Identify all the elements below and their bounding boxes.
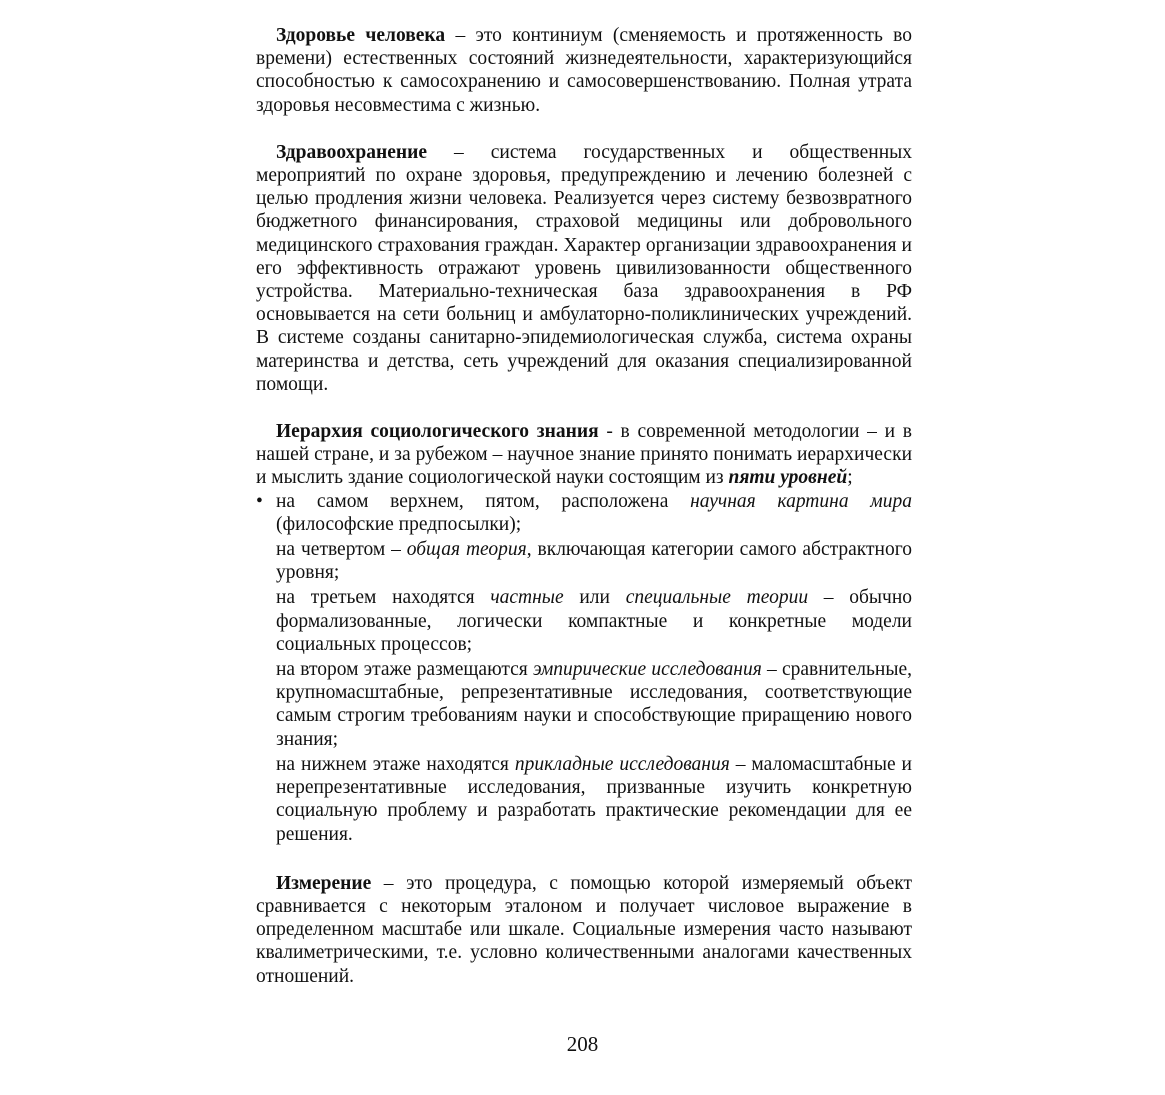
- hierarchy-levels-list: [256, 490, 912, 846]
- term-health: Здоровье человека: [276, 25, 446, 46]
- paragraph-gap: [256, 396, 912, 420]
- definition-hierarchy-intro: - в современной методологии – и в нашей стране, и за рубежом – научное знание принято понимать иерархически и мыслить здание социологической науки состоящим из: [256, 421, 913, 489]
- list-item: на нижнем этаже находятся прикладные исследования – маломасштабные и нерепрезентативные исследования, призванные изучить конкретную социальную проблему и разработать практические рекомендации для ее решения.: [276, 753, 912, 845]
- list-item: на четвертом – общая теория, включающая категории самого абстрактного уровня;: [276, 539, 912, 584]
- paragraph-gap: [256, 117, 912, 141]
- entry-measurement: [256, 872, 912, 988]
- definition-healthcare: – система государственных и общественных мероприятий по охране здоровья, предупреждению и лечению болезней с целью продления жизни человека. Реализуется через систему безвозвратного бюджетного финансирования, страховой медицины или добровольного медицинского страхования граждан. Характер организации здравоохранения и его эффективность отражают уровень цивилизованности общественного устройства. Материально-техническая база здравоохранения в РФ основывается на сети больниц и амбулаторно-поликлинических учреждений. В системе созданы санитарно-эпидемиологическая служба, система охраны материнства и детства, сеть учреждений для оказания специализированной помощи.: [256, 141, 912, 395]
- hierarchy-intro-end: ;: [847, 467, 853, 489]
- term-hierarchy: Иерархия социологического знания: [276, 421, 599, 443]
- entry-healthcare: [256, 141, 912, 396]
- entry-health: [256, 24, 912, 117]
- definition-health: – это континиум (сменяемость и протяженность во времени) естественных состояний жизнедеятельности, характеризующийся способностью к самосохранению и самосовершенствованию. Полная утрата здоровья несовместима с жизнью.: [256, 25, 912, 116]
- list-item: • на самом верхнем, пятом, расположена научная картина мира (философские предпосылки);: [256, 490, 912, 535]
- list-item: на третьем находятся частные или специальные теории – обычно формализованные, логически компактные и конкретные модели социальных процессов;: [276, 587, 913, 655]
- page-number: 208: [566, 1032, 599, 1056]
- definition-measurement: – это процедура, с помощью которой измеряемый объект сравнивается с некоторым эталоном и получает числовое выражение в определенном масштабе или шкале. Социальные измерения часто называют квалиметрическими, т.е. условно количественными аналогами качественных отношений.: [256, 872, 912, 987]
- term-healthcare: Здравоохранение: [276, 141, 428, 163]
- term-measurement: Измерение: [276, 872, 372, 894]
- paragraph-gap: [256, 848, 912, 872]
- list-item: на втором этаже размещаются эмпирические исследования – сравнительные, крупномасштабные, репрезентативные исследования, соответствующие самым строгим требованиям науки и способствующие приращению нового знания;: [276, 659, 912, 750]
- hierarchy-emphasis: пяти уровней: [728, 467, 848, 489]
- bullet-icon: •: [256, 490, 263, 512]
- page-body: [256, 24, 912, 988]
- entry-hierarchy: [256, 420, 912, 490]
